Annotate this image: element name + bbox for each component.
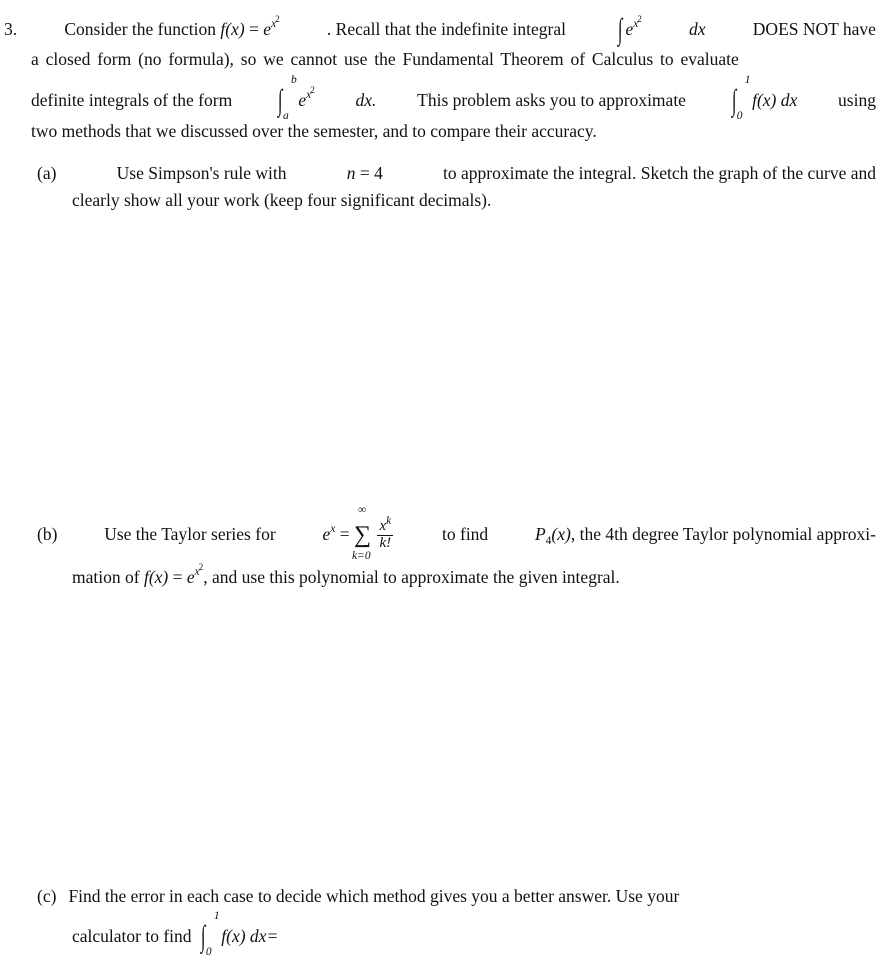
problem-line-1: 3. Consider the function $f(x) = e^{x2}$ . Recall that the indefinite integral ∫ $e^{x2}$ dx DOES NOT have [4,13,876,46]
problem-number: 3. [4,19,18,39]
part-c-line-2: calculator to find ∫ 1 0 f(x) dx= [72,910,279,958]
problem-line-3: definite integrals of the form ∫ b a $e^{x2}$ dx. This problem asks you to approximate ∫ 1 0 f(x) dx using [31,74,876,122]
summation-sign: ∑ [353,522,372,549]
integral-sign-01: ∫ [731,84,737,117]
integral-sign-c: ∫ [200,920,206,953]
integral-sign-ab: ∫ [277,84,283,117]
part-b-label: (b) [37,524,58,545]
part-b-line-2: mation of $f(x) = e^{x2}$, and use this polynomial to approximate the given integral. [72,562,620,587]
part-a-line-2: clearly show all your work (keep four significant decimals). [72,190,492,210]
part-b-line-1: (b) Use the Taylor series for $e^x$ = ∑ ∞ k=0 $\frac{x^k}{k!}$ to find $P_4(x)$, the 4th degree Taylor polynomial approxi- [37,504,876,563]
part-c-label: (c) [37,886,57,906]
part-a-label: (a) [37,163,57,183]
problem-line-4: two methods that we discussed over the semester, and to compare their accuracy. [31,121,597,141]
problem-line-2: a closed form (no formula), so we cannot use the Fundamental Theorem of Calculus to evaluate [31,49,739,69]
integral-sign: ∫ [618,13,623,46]
taylor-fraction: $\frac{x^k}{k!}$ [379,515,392,551]
part-c-line-1: (c) Find the error in each case to decide which method gives you a better answer. Use your [37,886,680,906]
part-a-line-1: (a) Use Simpson's rule with n = 4 to approximate the integral. Sketch the graph of the curve and [37,163,876,183]
